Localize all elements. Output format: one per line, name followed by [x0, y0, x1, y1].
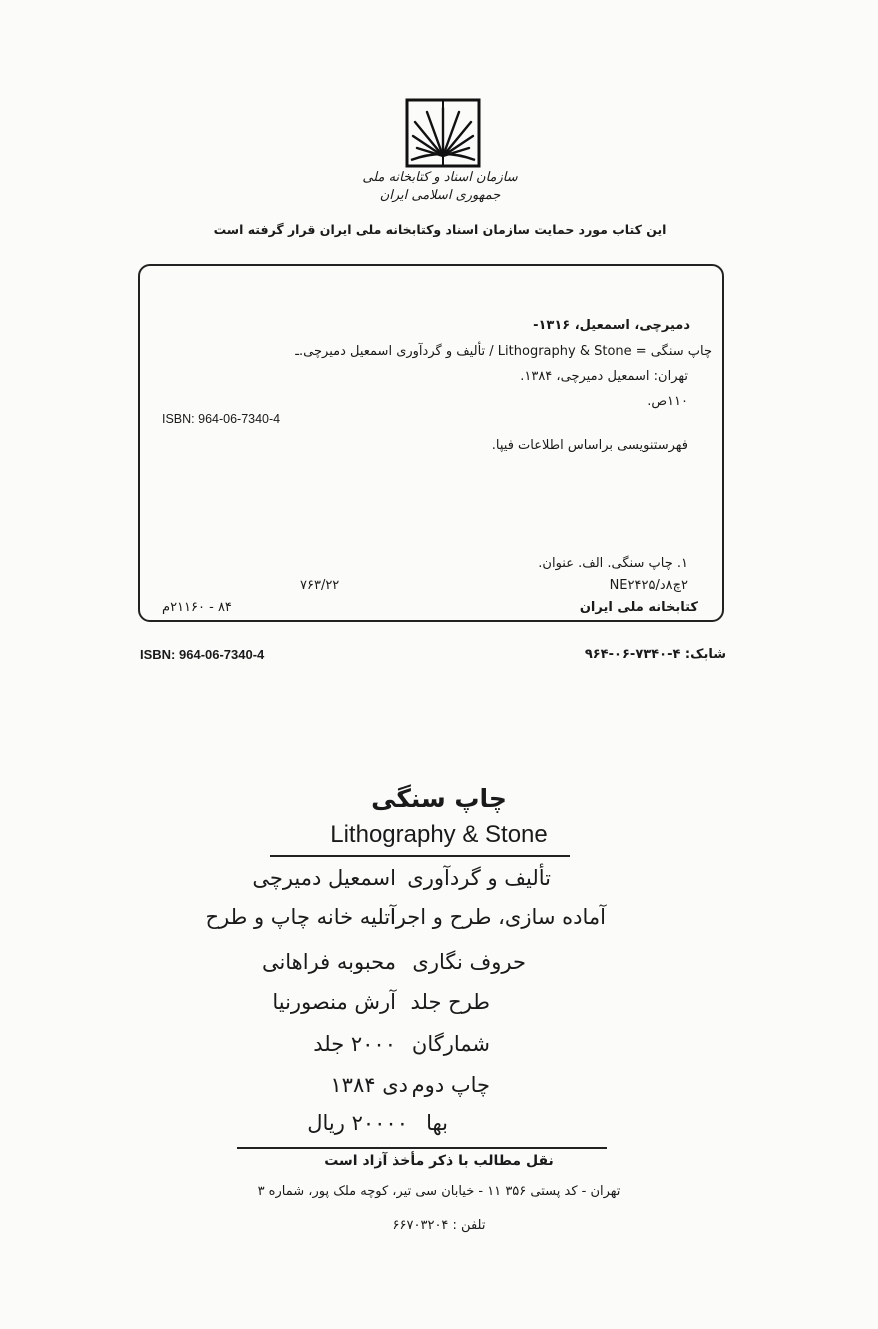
copyright-notice: نقل مطالب با ذکر مأخذ آزاد است	[324, 1153, 554, 1169]
card-lc-number: ۲چ۸د/NE۲۴۲۵	[609, 578, 688, 593]
credit-value: دی ۱۳۸۴	[330, 1073, 408, 1097]
credit-value: آتلیه خانه چاپ و طرح	[205, 905, 396, 929]
card-author: دمیرچی، اسمعیل، ۱۳۱۶-	[533, 318, 690, 333]
publisher-address: تهران - کد پستی ۳۵۶ ۱۱ - خیابان سی تیر، کوچه ملک پور، شماره ۳	[257, 1184, 621, 1199]
credit-value: محبوبه فراهانی	[261, 950, 396, 974]
book-title-persian: چاپ سنگی	[371, 784, 507, 813]
publisher-phone: تلفن : ۶۶۷۰۳۲۰۴	[392, 1218, 486, 1233]
title-divider	[270, 855, 570, 857]
card-pages: ۱۱۰ص.	[647, 394, 688, 409]
card-library-name: کتابخانه ملی ایران	[579, 600, 698, 615]
card-publication: تهران: اسمعیل دمیرچی، ۱۳۸۴.	[520, 369, 688, 384]
credit-value: ۲۰۰۰ جلد	[313, 1032, 396, 1056]
credit-value: آرش منصورنیا	[272, 990, 396, 1014]
credit-label: بها	[426, 1111, 448, 1135]
card-cataloging-note: فهرستنویسی براساس اطلاعات فیپا.	[491, 438, 688, 453]
card-title: چاپ سنگی = Lithography & Stone / تألیف و گردآوری اسمعیل دمیرچی.ـ	[295, 344, 712, 359]
isbn-persian: شابک: ۴-۷۳۴۰-۰۶-۹۶۴	[584, 647, 726, 662]
library-logo	[405, 98, 481, 168]
credit-label: آماده سازی، طرح و اجرا	[389, 905, 606, 929]
credit-label: طرح جلد	[410, 990, 490, 1014]
credit-value: اسمعیل دمیرچی	[252, 866, 396, 890]
credit-label: چاپ دوم	[411, 1073, 490, 1097]
credit-label: حروف نگاری	[412, 950, 526, 974]
card-control-number: ۸۴ - ۲۱۱۶۰م	[162, 600, 232, 615]
card-isbn: ISBN: 964-06-7340-4	[162, 412, 281, 426]
book-title-english: Lithography & Stone	[330, 821, 548, 848]
footer-divider	[237, 1147, 607, 1149]
logo-caption-line2: جمهوری اسلامی ایران	[379, 188, 501, 203]
card-dewey-number: ۷۶۳/۲۲	[300, 578, 340, 593]
credit-label: تألیف و گردآوری	[407, 866, 551, 890]
card-subject: ۱. چاپ سنگی. الف. عنوان.	[538, 556, 688, 571]
logo-caption-line1: سازمان اسناد و کتابخانه ملی	[362, 170, 518, 185]
credit-label: شمارگان	[411, 1032, 490, 1056]
credit-value: ۲۰۰۰۰ ریال	[307, 1111, 408, 1135]
isbn-latin: ISBN: 964-06-7340-4	[140, 647, 265, 662]
support-note: این کتاب مورد حمایت سازمان اسناد وکتابخانه ملی ایران قرار گرفته است	[213, 222, 667, 237]
